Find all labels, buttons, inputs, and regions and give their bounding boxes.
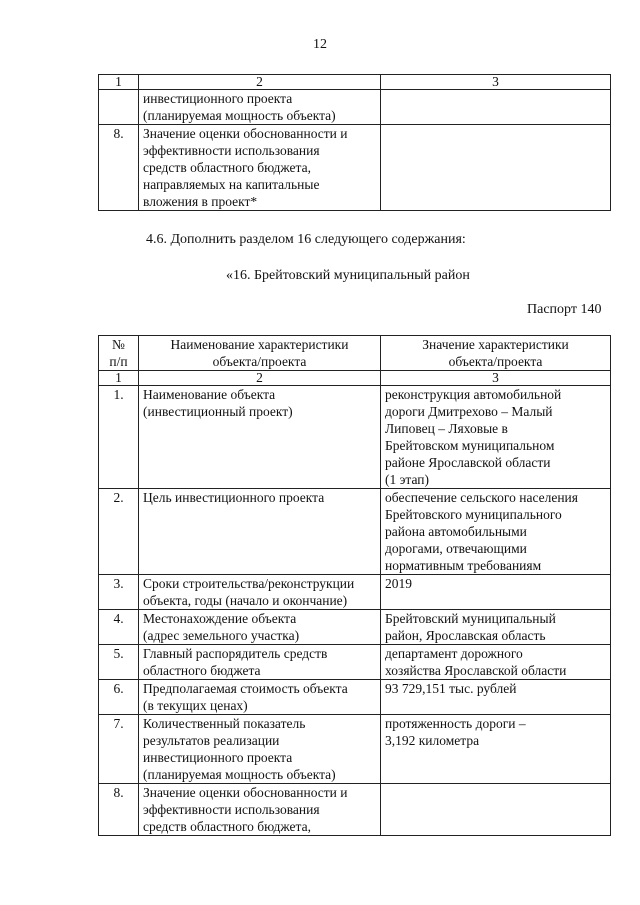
table-row [99,90,611,125]
characteristic-name [139,575,381,610]
characteristic-value [381,386,611,489]
characteristic-value [381,610,611,645]
cell-line: средств областного бюджета, [143,160,311,175]
column-number: 2 [139,371,381,386]
cell-line: дороги Дмитрехово – Малый [385,404,553,419]
cell-line: Сроки строительства/реконструкции [143,576,355,591]
column-number-row [99,75,611,90]
row-number: 7. [99,715,139,784]
table-continuation [98,74,611,211]
column-number-row [99,371,611,386]
table-header-row [99,336,611,371]
amendment-paragraph: 4.6. Дополнить разделом 16 следующего содержания: [146,232,466,247]
cell-line: Значение оценки обоснованности и [143,126,348,141]
column-number: 1 [99,75,139,90]
cell-line: (инвестиционный проект) [143,404,293,419]
characteristic-name [139,680,381,715]
characteristic-name [139,386,381,489]
cell-line: Брейтовского муниципального [385,507,562,522]
row-number: 2. [99,489,139,575]
passport-label: Паспорт 140 [527,302,602,317]
row-number: 6. [99,680,139,715]
table-row [99,645,611,680]
characteristic-name [139,610,381,645]
cell-line: 3,192 километра [385,733,480,748]
cell-line: эффективности использования [143,802,320,817]
cell-line: вложения в проект* [143,194,258,209]
cell-line: (в текущих ценах) [143,698,248,713]
table-row [99,784,611,836]
column-number: 3 [381,75,611,90]
cell-line: средств областного бюджета, [143,819,311,834]
cell-line: инвестиционного проекта [143,91,293,106]
cell-line: Брейтовском муниципальном [385,438,555,453]
table-row [99,715,611,784]
column-number: 3 [381,371,611,386]
cell-line: Цель инвестиционного проекта [143,490,325,505]
cell-line: (1 этап) [385,472,430,487]
cell-line: район, Ярославская область [385,628,546,643]
cell-line: объекта, годы (начало и окончание) [143,593,348,608]
col-header-name [139,336,381,371]
cell-line: дорогами, отвечающими [385,541,527,556]
characteristic-value [381,90,611,125]
row-number: 1. [99,386,139,489]
header-line: объекта/проекта [212,354,307,369]
characteristic-value [381,645,611,680]
row-number [99,90,139,125]
header-line: п/п [109,354,128,369]
row-number: 8. [99,125,139,211]
cell-line: Брейтовский муниципальный [385,611,556,626]
col-header-value [381,336,611,371]
row-number: 3. [99,575,139,610]
table-row [99,386,611,489]
header-line: Наименование характеристики [170,337,349,352]
cell-line: районе Ярославской области [385,455,551,470]
characteristic-name [139,90,381,125]
cell-line: протяженность дороги – [385,716,526,731]
cell-line: 2019 [385,576,412,591]
table-row [99,489,611,575]
characteristic-name [139,715,381,784]
characteristic-value [381,489,611,575]
characteristic-value [381,715,611,784]
table-row [99,575,611,610]
cell-line: района автомобильными [385,524,527,539]
column-number: 1 [99,371,139,386]
header-line: объекта/проекта [448,354,543,369]
cell-line: областного бюджета [143,663,261,678]
column-number: 2 [139,75,381,90]
cell-line: Предполагаемая стоимость объекта [143,681,348,696]
cell-line: 93 729,151 тыс. рублей [385,681,517,696]
characteristic-name [139,784,381,836]
cell-line: Липовец – Ляховые в [385,421,508,436]
cell-line: (планируемая мощность объекта) [143,108,336,123]
characteristic-value [381,784,611,836]
cell-line: Наименование объекта [143,387,276,402]
characteristic-name [139,125,381,211]
table-row [99,680,611,715]
row-number: 5. [99,645,139,680]
cell-line: обеспечение сельского населения [385,490,578,505]
col-header-num [99,336,139,371]
cell-line: департамент дорожного [385,646,523,661]
cell-line: Местонахождение объекта [143,611,297,626]
characteristic-value [381,125,611,211]
cell-line: инвестиционного проекта [143,750,293,765]
cell-line: Количественный показатель [143,716,306,731]
cell-line: эффективности использования [143,143,320,158]
cell-line: результатов реализации [143,733,280,748]
header-line: № [112,337,125,352]
cell-line: реконструкция автомобильной [385,387,562,402]
cell-line: (адрес земельного участка) [143,628,300,643]
table-row [99,610,611,645]
row-number: 4. [99,610,139,645]
section-heading: «16. Брейтовский муниципальный район [226,268,470,283]
characteristic-value [381,680,611,715]
cell-line: Главный распорядитель средств [143,646,328,661]
characteristic-value [381,575,611,610]
cell-line: хозяйства Ярославской области [385,663,567,678]
cell-line: нормативным требованиям [385,558,542,573]
passport-table [98,335,611,836]
header-line: Значение характеристики [422,337,569,352]
cell-line: (планируемая мощность объекта) [143,767,336,782]
row-number: 8. [99,784,139,836]
cell-line: Значение оценки обоснованности и [143,785,348,800]
table-row [99,125,611,211]
cell-line: направляемых на капитальные [143,177,320,192]
characteristic-name [139,489,381,575]
page-number: 12 [313,37,327,52]
characteristic-name [139,645,381,680]
